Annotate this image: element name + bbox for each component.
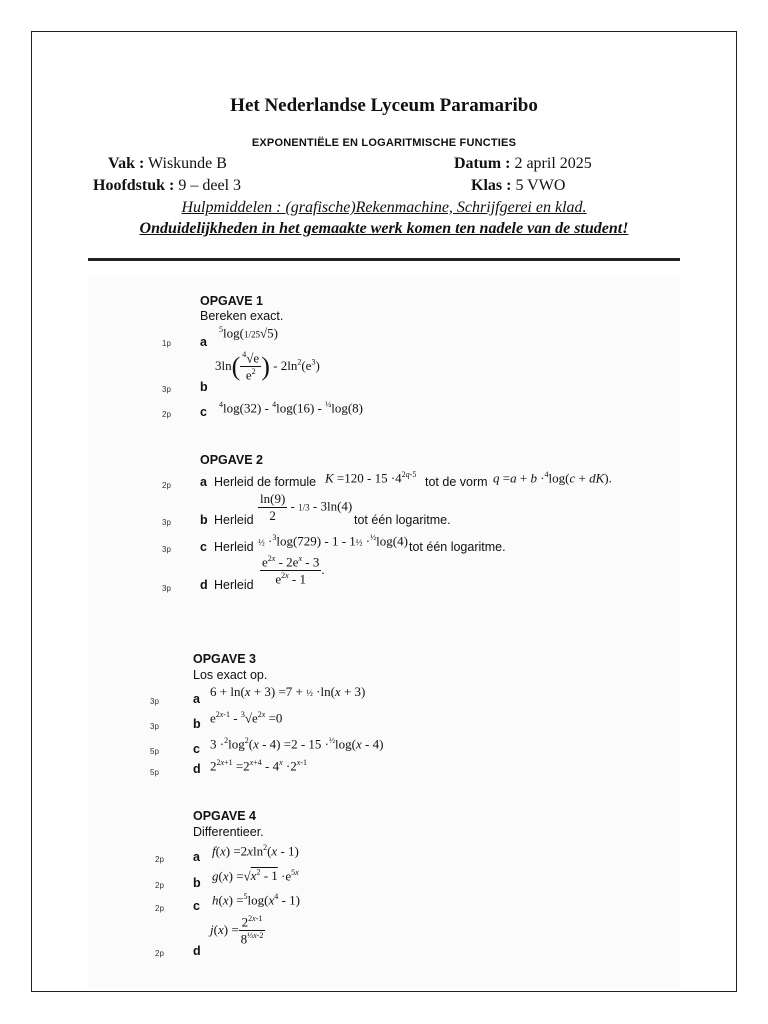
datum-value: 2 april 2025 (514, 155, 592, 172)
o2d-text1: Herleid (214, 578, 254, 592)
vak-label: Vak : (108, 155, 145, 172)
hoofdstuk-label: Hoofdstuk : (93, 177, 175, 194)
o3d-formula: $2^{2x+1} =2^{x+4} - 4^x \cdot 2^{x-1}$ (210, 758, 307, 774)
o2c-label: c (200, 540, 207, 554)
o4c-label: c (193, 899, 200, 913)
o4c-points: 2p (155, 904, 164, 913)
o2a-formula2: q =a + b ·$^4$log(c + dK). (493, 470, 612, 486)
o1a-points: 1p (162, 339, 171, 348)
exam-questions-image (88, 276, 680, 988)
o2b-points: 3p (162, 518, 171, 527)
o1a-label: a (200, 335, 207, 349)
o2d-label: d (200, 578, 208, 592)
opgave1-title: OPGAVE 1 (200, 294, 263, 308)
o2b-text1: Herleid (214, 513, 254, 527)
o2b-label: b (200, 513, 208, 527)
hoofdstuk-value: 9 – deel 3 (178, 177, 242, 194)
vak-value: Wiskunde B (148, 155, 227, 172)
opgave4-instruction: Differentieer. (193, 825, 264, 839)
o2c-points: 3p (162, 545, 171, 554)
o2a-text2: tot de vorm (425, 475, 488, 489)
o2b-text2: tot één logaritme. (354, 513, 451, 527)
o4a-label: a (193, 850, 200, 864)
opgave3-title: OPGAVE 3 (193, 652, 256, 666)
school-title: Het Nederlandse Lyceum Paramaribo (230, 95, 538, 116)
o1c-points: 2p (162, 410, 171, 419)
o1b-label: b (200, 380, 208, 394)
o3b-points: 3p (150, 722, 159, 731)
o3d-label: d (193, 762, 201, 776)
o2c-text2: tot één logaritme. (409, 540, 506, 554)
hoofdstuk-line (93, 177, 241, 195)
opgave3-instruction: Los exact op. (193, 668, 268, 682)
o4d-points: 2p (155, 949, 164, 958)
o2a-label: a (200, 475, 207, 489)
header-divider (88, 258, 680, 261)
o1a-formula: $^5$log(1/25√5) (219, 325, 278, 341)
warning-line: Onduidelijkheden in het gemaakte werk komen ten nadele van de student! (139, 220, 629, 237)
opgave1-instruction: Bereken exact. (200, 309, 284, 323)
o3b-formula: $e^{2x-1} - ^3√e^{2x} =0$ (210, 710, 283, 726)
o4c-formula: $h(x) =^5\log(x^4 - 1)$ (212, 892, 300, 908)
o3c-points: 5p (150, 747, 159, 756)
o1b-points: 3p (162, 385, 171, 394)
o2d-points: 3p (162, 584, 171, 593)
o3c-label: c (193, 742, 200, 756)
o2c-text1: Herleid (214, 540, 254, 554)
klas-value: 5 VWO (515, 177, 566, 194)
o3a-points: 3p (150, 697, 159, 706)
o4d-formula: j(x) = $\frac{2^{2x-1}}{8^{\frac{1}{3}x-2}}$ (210, 914, 264, 947)
o2a-points: 2p (162, 481, 171, 490)
o2a-formula1: $K =120 - 15 \cdot 4^{2q-5}$ (325, 470, 417, 486)
datum-label: Datum : (454, 155, 511, 172)
o4b-label: b (193, 876, 201, 890)
o4a-points: 2p (155, 855, 164, 864)
opgave2-title: OPGAVE 2 (200, 453, 263, 467)
klas-label: Klas : (471, 177, 512, 194)
o1c-formula: $^4$log(32) - $^4$log(16) - $^{\frac{1}{4}}$log(8) (219, 400, 363, 416)
o3a-label: a (193, 692, 200, 706)
hulpmiddelen-line: Hulpmiddelen : (grafische)Rekenmachine, Schrijfgerei en klad. (181, 199, 587, 216)
o2d-formula: $\frac{e^{2x} - 2e^x - 3}{e^{2x} - 1}$ . (262, 554, 325, 587)
o3d-points: 5p (150, 768, 159, 777)
o2c-formula: ½ ·$^3$log(729) - 1 - 1½ ·$^{\frac{1}{2}}$log(4) (258, 533, 408, 549)
datum-line (454, 155, 592, 173)
o1c-label: c (200, 405, 207, 419)
o3c-formula: $3 \cdot^2\log^2(x - 4) =2 - 15 \cdot^{\frac{1}{2}}\log(x - 4)$ (210, 736, 384, 752)
o4b-formula: $g(x) =√x^2 - 1 \cdot e^{5x}$ (212, 868, 299, 884)
o2a-text1: Herleid de formule (214, 475, 317, 489)
o1b-formula: 3ln( $\frac{^4√e}{e^2}$ ) - $2\ln^2(e^3)$ (215, 350, 320, 383)
opgave4-title: OPGAVE 4 (193, 809, 256, 823)
klas-line (471, 177, 565, 195)
o4b-points: 2p (155, 881, 164, 890)
topic-subtitle: EXPONENTIËLE EN LOGARITMISCHE FUNCTIES (251, 137, 517, 149)
o2b-formula: $\frac{\ln(9)}{2}$ - 1/3 - 3ln(4) (260, 491, 353, 523)
o3a-formula: 6 + ln(x + 3) =7 + ½ ·ln(x + 3) (210, 684, 366, 699)
vak-line (108, 155, 227, 173)
o4a-formula: f(x) =2xln$^2$(x - 1) (212, 843, 299, 859)
o3b-label: b (193, 717, 201, 731)
o4d-label: d (193, 944, 201, 958)
